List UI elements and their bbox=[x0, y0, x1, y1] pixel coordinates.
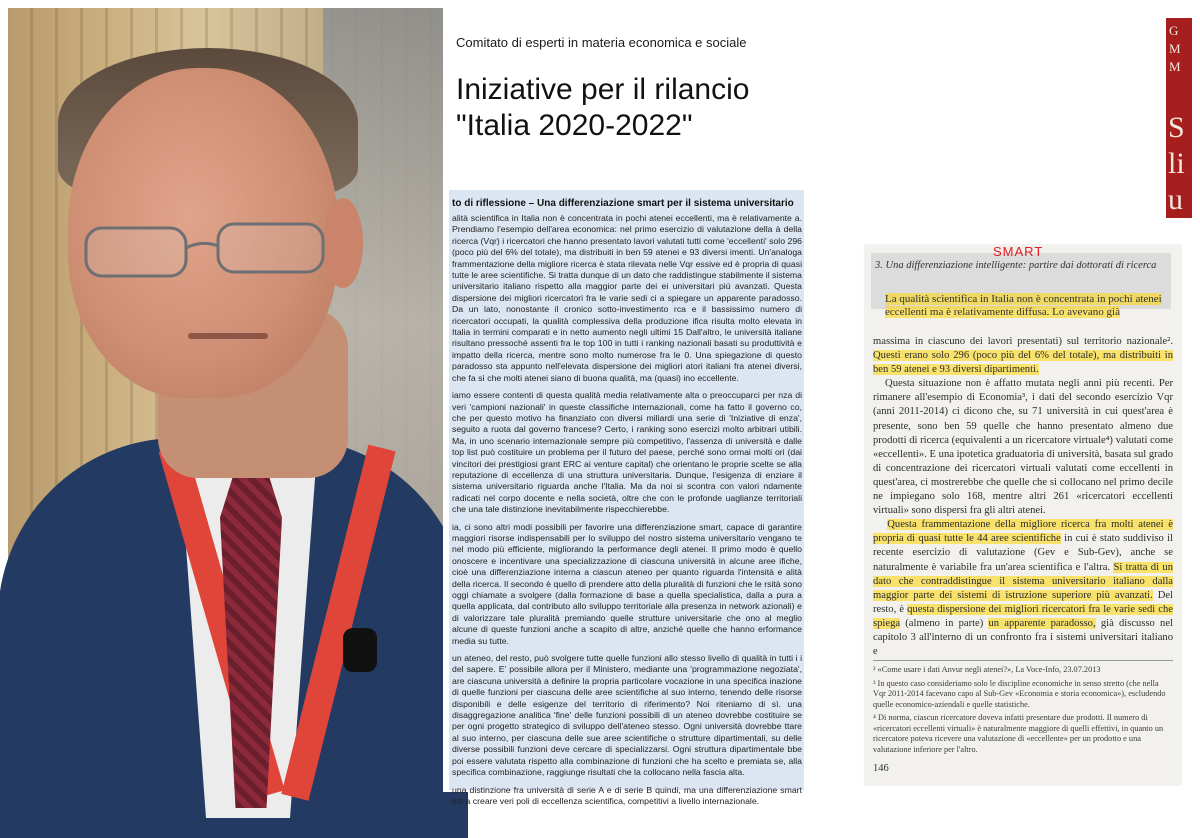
highlight: Questa frammentazione della migliore ricerca fra molti atenei è propria di quasi tutte le 44 aree scientifiche bbox=[873, 519, 1173, 545]
highlight: Questi erano solo 296 (poco più del 6% del totale), ma distribuiti in ben 59 atenei e 93 diversi dipartimenti. bbox=[873, 350, 1173, 376]
book-cover-strip: G M M S li u bbox=[1166, 18, 1192, 218]
highlight: un apparente paradosso, bbox=[988, 617, 1096, 629]
clip-microphone bbox=[343, 628, 377, 672]
footnote: ⁴ Di norma, ciascun ricercatore doveva infatti presentare due prodotti. Il numero di «ricercatori eccellenti virtuali» è naturalmente maggiore di quelli effettivi, in quanto un ricercatore poteva ricevere una valutazione di «eccellente» per un prodotto e una valutazione inferiore per l'altro. bbox=[873, 713, 1164, 754]
document-organization: Comitato di esperti in materia economica e sociale bbox=[456, 35, 747, 50]
footnote: ³ In questo caso consideriamo solo le discipline economiche in senso stretto (che nella Vqr 2011-2014 facevano capo al Sub-Gev «Economia e storia economica»), escludendo quelle economico-aziendali e quelle statistiche. bbox=[873, 678, 1166, 709]
glasses bbox=[78, 218, 333, 288]
paragraph: iamo essere contenti di questa qualità media relativamente alta o preoccuparci per nza di veri 'campioni nazionali' in queste classifiche internazionali, come ha fatto il governo co, che per questo motivo ha finanziato con diversi miliardi una serie di 'Iniziative di enza', seguito a ruota dal governo francese? Certo, i ranking sono esercizi molto arbitrari utibili. Ma, in uno scenario internazionale sempre più competitivo, l'assenza di università e dalle top list può costituire un problema per il futuro del paese, perché sono ormai molti ori (dai vincitori dei prestigiosi grant ERC ai venture capital) che orientano le proprie scelte se alla reputazione di eccellenza di una struttura universitaria. Dunque, l'esigenza di enziare il sistema universitario riguarda anche l'Italia. Ma da noi si scontra con valori ndamente radicati nel corpo docente e nella società, oltre che con le profonde uaglianze territoriali che una tale distinzione inevitabilmente rispecchierebbe. bbox=[452, 390, 802, 515]
reflection-box-heading: to di riflessione – Una differenziazione smart per il sistema universitario bbox=[452, 198, 794, 209]
page-number: 146 bbox=[873, 763, 889, 774]
paragraph: alità scientifica in Italia non è concentrata in pochi atenei eccellenti, ma è relativamente a. Prendiamo l'esempio dell'area economica: nel primo esercizio di valutazione della à della ricerca (Vqr) i ricercatori che hanno presentato lavori valutati tutti come 'eccellenti' solo 296 (poco più del 6% del totale), ma distribuiti in ben 59 atenei e 93 diversi imenti. Un'analoga frammentazione della migliore ricerca è stata rilevata nelle Vqr essive ed è propria di quasi tutte le aree scientifiche. Si tratta dunque di un dato che raddistingue stabilmente il sistema universitario italiano rispetto alla maggior parte dei ei universitari più avanzati. Questa dispersione dei migliori ricercatori fra le varie sedi ci a spiegare un apparente paradosso. Da un lato, nonostante il cronico sotto-investimento rca e il bassissimo numero di ricercatori occupati, la qualità complessiva della produzione ifica risulta molto elevata in Italia in termini comparati e in netto aumento negli ultimi 15 Dall'altro, le università italiane risultano pressoché assenti fra le top 100 in tutti i ranking nazionali basati su produttività e impatto della ricerca, mentre sono molto numerose fra le 0. Una spiegazione di questo paradosso sta appunto nell'elevata dispersione dei migliori atori italiani fra atenei diversi, che fa sì che molti atenei siano di buona qualità, ma (quasi) ino eccellente. bbox=[452, 213, 802, 383]
document-title-line2: "Italia 2020-2022" bbox=[456, 109, 693, 142]
portrait-photo bbox=[8, 8, 443, 792]
book-body-text: massima in ciascuno dei lavori presentati) sul territorio nazionale². Questi erano solo 296 (poco più del 6% del totale), ma distribuiti in ben 59 atenei e 93 diversi dipartimenti. Questa situazione non è affatto mutata negli anni più recenti. Per rimanere all'esempio di Economia³, i dati del secondo esercizio Vqr (anni 2011-2014) ci dicono che, su 71 università in cui quest'area è presente, sono ben 59 quelle che hanno presentato almeno due prodotti di ricerca (equivalenti a un ricercatore virtuale⁴) valutati come «eccellenti». E una ipotetica graduatoria di università, basata sul grado di concentrazione dei ricercatori virtuali valutati come eccellenti in quest'area, ci mostrerebbe che quelle che si collocano nel primo decile ne impiegano solo 168, mentre altri 261 «ricercatori eccellenti virtuali» sono dispersi fra gli altri atenei. Questa frammentazione della migliore ricerca fra molti atenei è propria di quasi tutte le 44 aree scientifiche in cui è stato suddiviso il recente esercizio di valutazione (Gev e Sub-Gev), anche se naturalmente è variabile fra un'area scientifica e l'altra. Si tratta di un dato che contraddistingue il sistema universitario italiano dalla maggior parte dei sistemi di istruzione superiore più avanzati. Del resto, è questa dispersione dei migliori ricercatori fra le varie sedi che spiega (almeno in parte) un apparente paradosso, già discusso nel capitolo 3 all'interno di un confronto fra i sistemi universitari italiano e bbox=[873, 336, 1174, 658]
book-page bbox=[865, 245, 1181, 785]
handwritten-annotation: SMART bbox=[993, 244, 1044, 259]
section-heading: 3. Una differenziazione intelligente: partire dai dottorati di ricerca bbox=[875, 260, 1157, 271]
highlight: questa dispersione dei migliori ricercatori fra le varie sedi che spiega bbox=[873, 603, 1173, 629]
document-title bbox=[456, 72, 749, 144]
paragraph: ia, ci sono altri modi possibili per favorire una differenziazione smart, capace di garantire maggiori risorse indispensabili per lo sviluppo del nostro sistema universitario vengano te nel modo più efficiente, migliorando la performance degli atenei. Il primo modo è quello onoscere e incentivare una specializzazione di ciascuna università in alcune aree ifiche, cioè una differenziazione interna a ciascun ateneo per quanto riguarda l'intensità e alità della ricerca. Il secondo è quello di prendere atto della pluralità di funzioni che le rsità sono oggi chiamate a svolgere (dalla formazione di base a quella specialistica, dalla a pura a quella applicata, dal contributo allo sviluppo territoriale alla presenza in network azionali) e di valorizzare tale pluralità premiando quelle strutture universitarie che ono al meglio alcune di queste funzioni anche a scapito di altre, anziché quelle che hanno erformance media su tutte. bbox=[452, 521, 802, 646]
committee-document bbox=[443, 8, 808, 806]
footnote: ³ «Come usare i dati Anvur negli atenei?», La Voce-Info, 23.07.2013 bbox=[873, 665, 1101, 674]
reflection-box bbox=[449, 190, 804, 806]
highlight: Si tratta di un dato che contraddistingue il sistema universitario italiano dalla maggior parte dei sistemi di istruzione superiore più avanzati. bbox=[873, 561, 1173, 601]
document-title-line1: Iniziative per il rilancio bbox=[456, 73, 750, 106]
paragraph: una distinzione fra università di serie A e di serie B quindi, ma una differenziazione smart iuti a creare veri poli di eccellenza scientifica, competitivi a livello internazionale. bbox=[452, 784, 802, 806]
reflection-box-body bbox=[452, 213, 802, 813]
paragraph: un ateneo, del resto, può svolgere tutte quelle funzioni allo stesso livello di qualità in tutti i i del sapere. E' possibile allora per il Ministero, mediante una 'programmazione negoziata', are ciascuna università a definire la propria particolare vocazione in una specifica inazione di quelle funzioni per ciascuna delle aree scientifiche al suo interno, tenendo delle risorse disponibili e delle esigenze del territorio di riferimento? Noi riteniamo di sì. una disaggregazione analitica 'fine' delle funzioni possibili di un ateneo dovrebbe costituire se per ogni progetto strategico di sviluppo dell'ateneo stesso. Ogni università dovrebbe ttare al suo interno, per ciascuna delle sue aree scientifiche o strutture dipartimentali, su delle diverse possibili funzioni deve cercare di specializzarsi. Ogni struttura dipartimentale bbe poi essere valutata rispetto alla combinazione di funzioni che ha scelto e premiata se, alla specifica combinazione, raggiunge risultati che la collocano nella fascia alta. bbox=[452, 653, 802, 778]
highlighted-lead: La qualità scientifica in Italia non è concentrata in pochi atenei eccellenti ma è relativamente diffusa. Lo avevano già bbox=[885, 293, 1162, 318]
footnotes bbox=[873, 660, 1173, 758]
